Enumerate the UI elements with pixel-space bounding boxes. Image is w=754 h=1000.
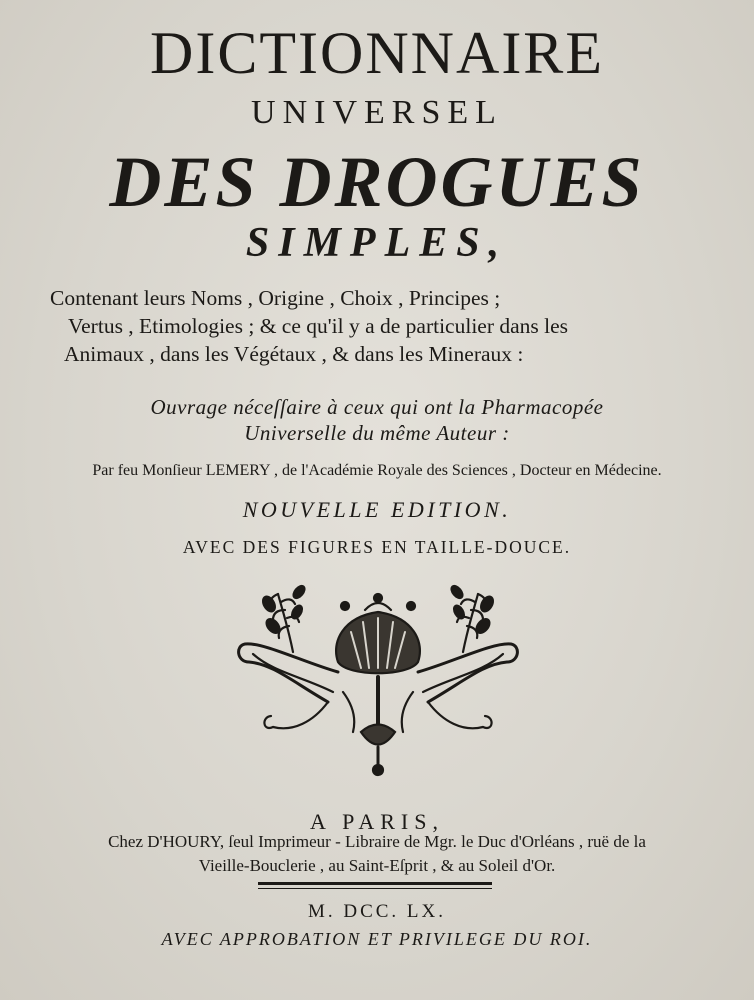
title-universel: UNIVERSEL xyxy=(251,94,503,131)
description-line-3: Animaux , dans les Végétaux , & dans les Mineraux : xyxy=(64,342,524,366)
work-line-2: Universelle du même Auteur : xyxy=(244,421,510,445)
contents-description xyxy=(50,284,730,368)
description-line-1: Contenant leurs Noms , Origine , Choix , Principes ; xyxy=(50,286,501,310)
title-dictionnaire: DICTIONNAIRE xyxy=(150,20,604,86)
imprint-date: M. DCC. LX. xyxy=(307,901,447,922)
double-rule-thick xyxy=(258,882,492,885)
imprint-publisher: Chez D'HOURY, ſeul Imprimeur - Libraire de Mgr. le Duc d'Orléans , ruë de la xyxy=(108,832,646,851)
title-des-drogues: DES DROGUES xyxy=(109,142,645,222)
author-line: Par feu Monſieur LEMERY , de l'Académie Royale des Sciences , Docteur en Médecine. xyxy=(92,462,662,479)
printer-fleuron-icon xyxy=(233,582,523,782)
description-line-2: Vertus , Etimologies ; & ce qu'il y a de particulier dans les xyxy=(68,314,569,338)
edition-line: NOUVELLE EDITION. xyxy=(242,497,512,522)
approbation-line: AVEC APPROBATION ET PRIVILEGE DU ROI. xyxy=(161,929,593,949)
imprint-address: Vieille-Bouclerie , au Saint-Eſprit , & au Soleil d'Or. xyxy=(198,856,556,875)
title-simples: SIMPLES, xyxy=(245,220,509,266)
double-rule-thin xyxy=(258,888,492,889)
work-line-1: Ouvrage néceſſaire à ceux qui ont la Pharmacopée xyxy=(150,395,604,419)
imprint-city: A PARIS, xyxy=(309,809,444,834)
figures-line: AVEC DES FIGURES EN TAILLE-DOUCE. xyxy=(182,537,572,557)
